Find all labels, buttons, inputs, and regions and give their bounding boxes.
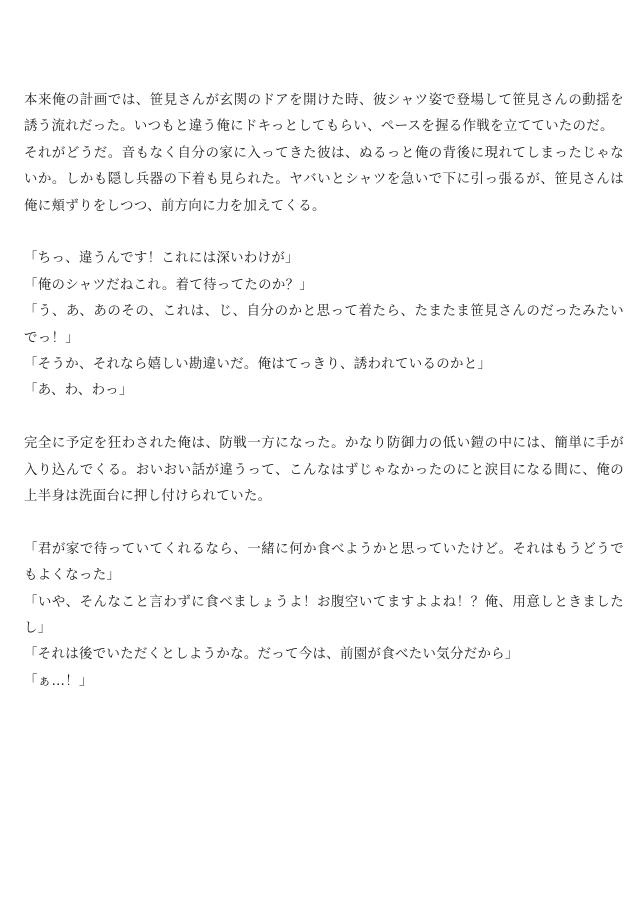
blank-line — [24, 405, 624, 431]
dialogue-line: 「それは後でいただくとしようかな。だって今は、前園が食べたい気分だから」 — [24, 647, 519, 663]
dialogue-line: 「う、あ、あのその、これは、じ、自分のかと思って着たら、たまたま笹見さんのだったみたいでっ！」 — [24, 304, 624, 346]
dialogue-line: 「あ、わ、わっ」 — [24, 383, 133, 399]
dialogue-line: 「ぁ…！」 — [24, 673, 93, 689]
blank-line — [24, 510, 624, 536]
paragraph: 本来俺の計画では、笹見さんが玄関のドアを開けた時、彼シャツ姿で登場して笹見さんの動揺を誘う流れだった。いつもと違う俺にドキっとしてもらい、ペースを握る作戦を立てていたのだ。 — [24, 93, 624, 135]
dialogue-line: 「そうか、それなら嬉しい勘違いだ。俺はてっきり、誘われているのかと」 — [24, 357, 492, 373]
dialogue-line: 「君が家で待っていてくれるなら、一緒に何か食べようかと思っていたけど。それはもうどうでもよくなった」 — [24, 541, 624, 584]
dialogue-line: 「いや、そんなこと言わずに食べましょうよ！お腹空いてますよよね！？俺、用意しときましたし」 — [24, 594, 624, 637]
story-text — [24, 88, 624, 695]
paragraph: それがどうだ。音もなく自分の家に入ってきた彼は、ぬるっと俺の背後に現れてしまったじゃないか。しかも隠し兵器の下着も見られた。ヤバいとシャツを急いで下に引っ張るが、笹見さんは俺に頬ずりをしつつ、前方向に力を加えてくる。 — [24, 145, 624, 214]
dialogue-line: 「ちっ、違うんです！これには深いわけが」 — [24, 251, 299, 267]
blank-line — [24, 220, 624, 246]
paragraph: 完全に予定を狂わされた俺は、防戦一方になった。かなり防御力の低い鎧の中には、簡単に手が入り込んでくる。おいおい話が違うって、こんなはずじゃなかったのにと涙目になる間に、俺の上半身は洗面台に押し付けられていた。 — [24, 436, 624, 505]
dialogue-line: 「俺のシャツだねこれ。着て待ってたのか？」 — [24, 277, 314, 293]
